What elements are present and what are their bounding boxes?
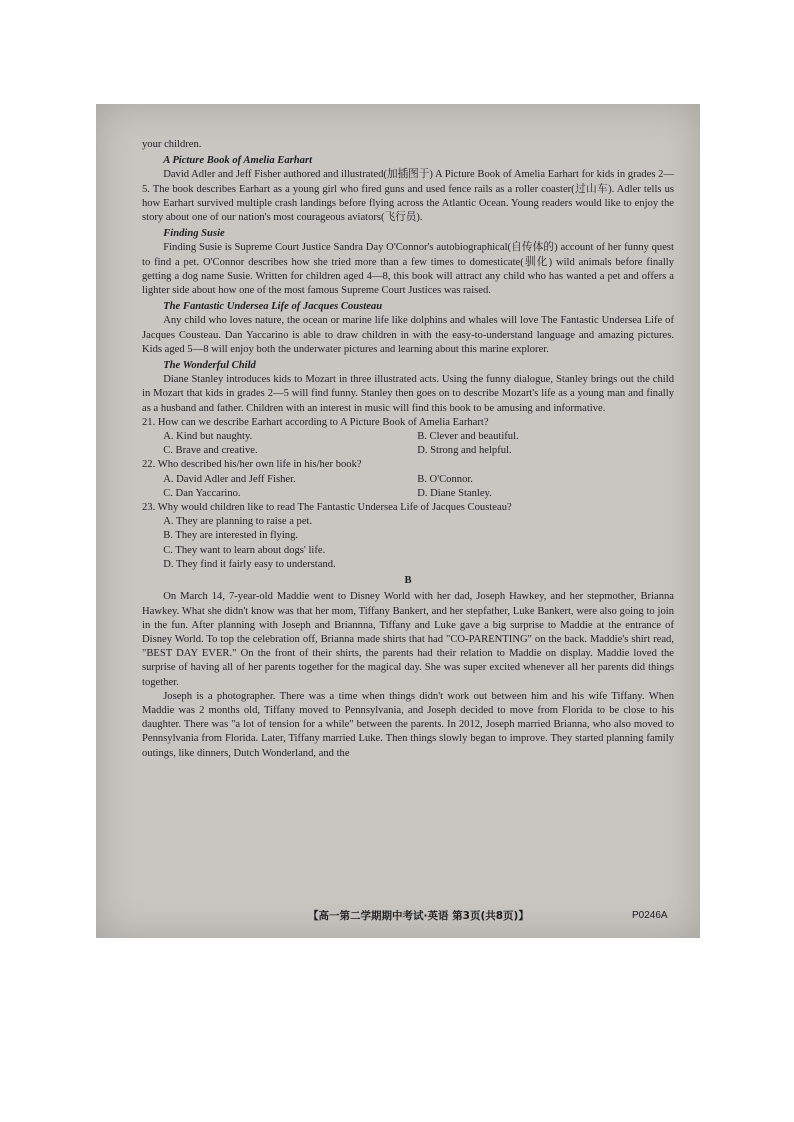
question-stem: 22. Who described his/her own life in his/her book? [142,459,362,471]
question-options [142,430,674,458]
section-title: Finding Susie [163,228,225,240]
option-d: D. Diane Stanley. [417,487,492,499]
option-d: D. They find it fairly easy to understand. [163,558,336,570]
section-2 [142,227,674,298]
exam-page [96,104,700,938]
section-paragraph: David Adler and Jeff Fisher authored and illustrated(加插图于) A Picture Book of Amelia Earhart for kids in grades 2—5. The book describes Earhart as a young girl who fired guns and used fence rails as a roller coaster(过山车). Adler tells us how Earhart survived multiple crash landings before flying across the Atlantic Ocean. Young readers would like to enjoy the story about one of our nation's most courageous aviators(飞行员). [142,169,674,224]
top-line: your children. [142,139,202,150]
option-b: B. O'Connor. [417,473,473,485]
question-23 [142,501,674,572]
option-d: D. Strong and helpful. [417,445,512,457]
section-title: The Fantastic Undersea Life of Jacques Cousteau [163,301,383,313]
option-b: B. Clever and beautiful. [417,431,519,443]
section-title: A Picture Book of Amelia Earhart [163,155,313,167]
part-b [142,574,674,761]
section-paragraph: Diane Stanley introduces kids to Mozart in three illustrated acts. Using the funny dialogue, Stanley brings out the child in Mozart that kids in grades 2—5 will find funny. Stanley then goes on to describe Mozart's life as a young man and finally as a husband and father. Children with an interest in music will find this book to be amusing and informative. [142,374,674,414]
passage-paragraph: On March 14, 7-year-old Maddie went to Disney World with her dad, Joseph Hawkey, and her stepmother, Brianna Hawkey. What she didn't know was that her mom, Tiffany Bankert, and her stepfather, Luke Bankert, were also going to join in the fun. After planning with Joseph and Briannna, Tiffany and Luke gave a big surprise to Maddie at the entrance of Disney World. To top the celebration off, Brianna made shirts that had "CO-PARENTING" on the back. Maddie's shirt read, "BEST DAY EVER." On the front of their shirts, the parents had their relation to Maddie on display. Maddie loved the surprise of having all of her parents together for the magical day. She was super excited whenever all her parents did things together. [142,591,674,688]
footer-code: P0246A [632,910,668,921]
section-paragraph: Any child who loves nature, the ocean or marine life like dolphins and whales will love The Fantastic Undersea Life of Jacques Cousteau. Dan Yaccarino is able to draw children in with the easy-to-understand language and amazing pictures. Kids aged 5—8 will enjoy both the underwater pictures and learning about this marine explorer. [142,315,674,355]
question-options [142,473,674,501]
section-1 [142,154,674,225]
part-label: B [404,575,412,587]
page-content [142,138,674,761]
section-title: The Wonderful Child [163,360,256,372]
question-stem: 21. How can we describe Earhart according to A Picture Book of Amelia Earhart? [142,416,489,428]
option-a: A. David Adler and Jeff Fisher. [163,473,296,485]
page-footer [96,904,700,928]
option-a: A. They are planning to raise a pet. [163,516,313,528]
section-4 [142,359,674,416]
question-stem: 23. Why would children like to read The Fantastic Undersea Life of Jacques Cousteau? [142,502,512,514]
option-c: C. Dan Yaccarino. [163,487,241,499]
question-21 [142,416,674,459]
footer-title: 【高一第二学期期中考试·英语 第3页(共8页)】 [308,910,529,922]
section-3 [142,300,674,357]
question-22 [142,458,674,501]
option-a: A. Kind but naughty. [163,431,253,443]
option-c: C. Brave and creative. [163,445,258,457]
option-b: B. They are interested in flying. [163,530,299,542]
option-c: C. They want to learn about dogs' life. [163,544,326,556]
passage-paragraph: Joseph is a photographer. There was a time when things didn't work out between him and his wife Tiffany. When Maddie was 2 months old, Tiffany moved to Pennsylvania, and Joseph decided to move from Florida to be close to his daughter. There was "a lot of tension for a while" between the parents. In 2012, Joseph married Brianna, who also moved to Pennsylvania from Florida. Later, Tiffany married Luke. Then things slowly began to improve. They started planning family outings, like dinners, Dutch Wonderland, and the [142,690,674,759]
section-paragraph: Finding Susie is Supreme Court Justice Sandra Day O'Connor's autobiographical(自传体的) account of her funny quest to find a pet. O'Connor describes how she tried more than a few times to domesticate(驯化) wild animals before finally getting a dog name Susie. Written for children aged 4—8, this book will attract any child who has wanted a pet and offers a lighter side about how one of the most famous Supreme Court Justices was raised. [142,242,674,297]
